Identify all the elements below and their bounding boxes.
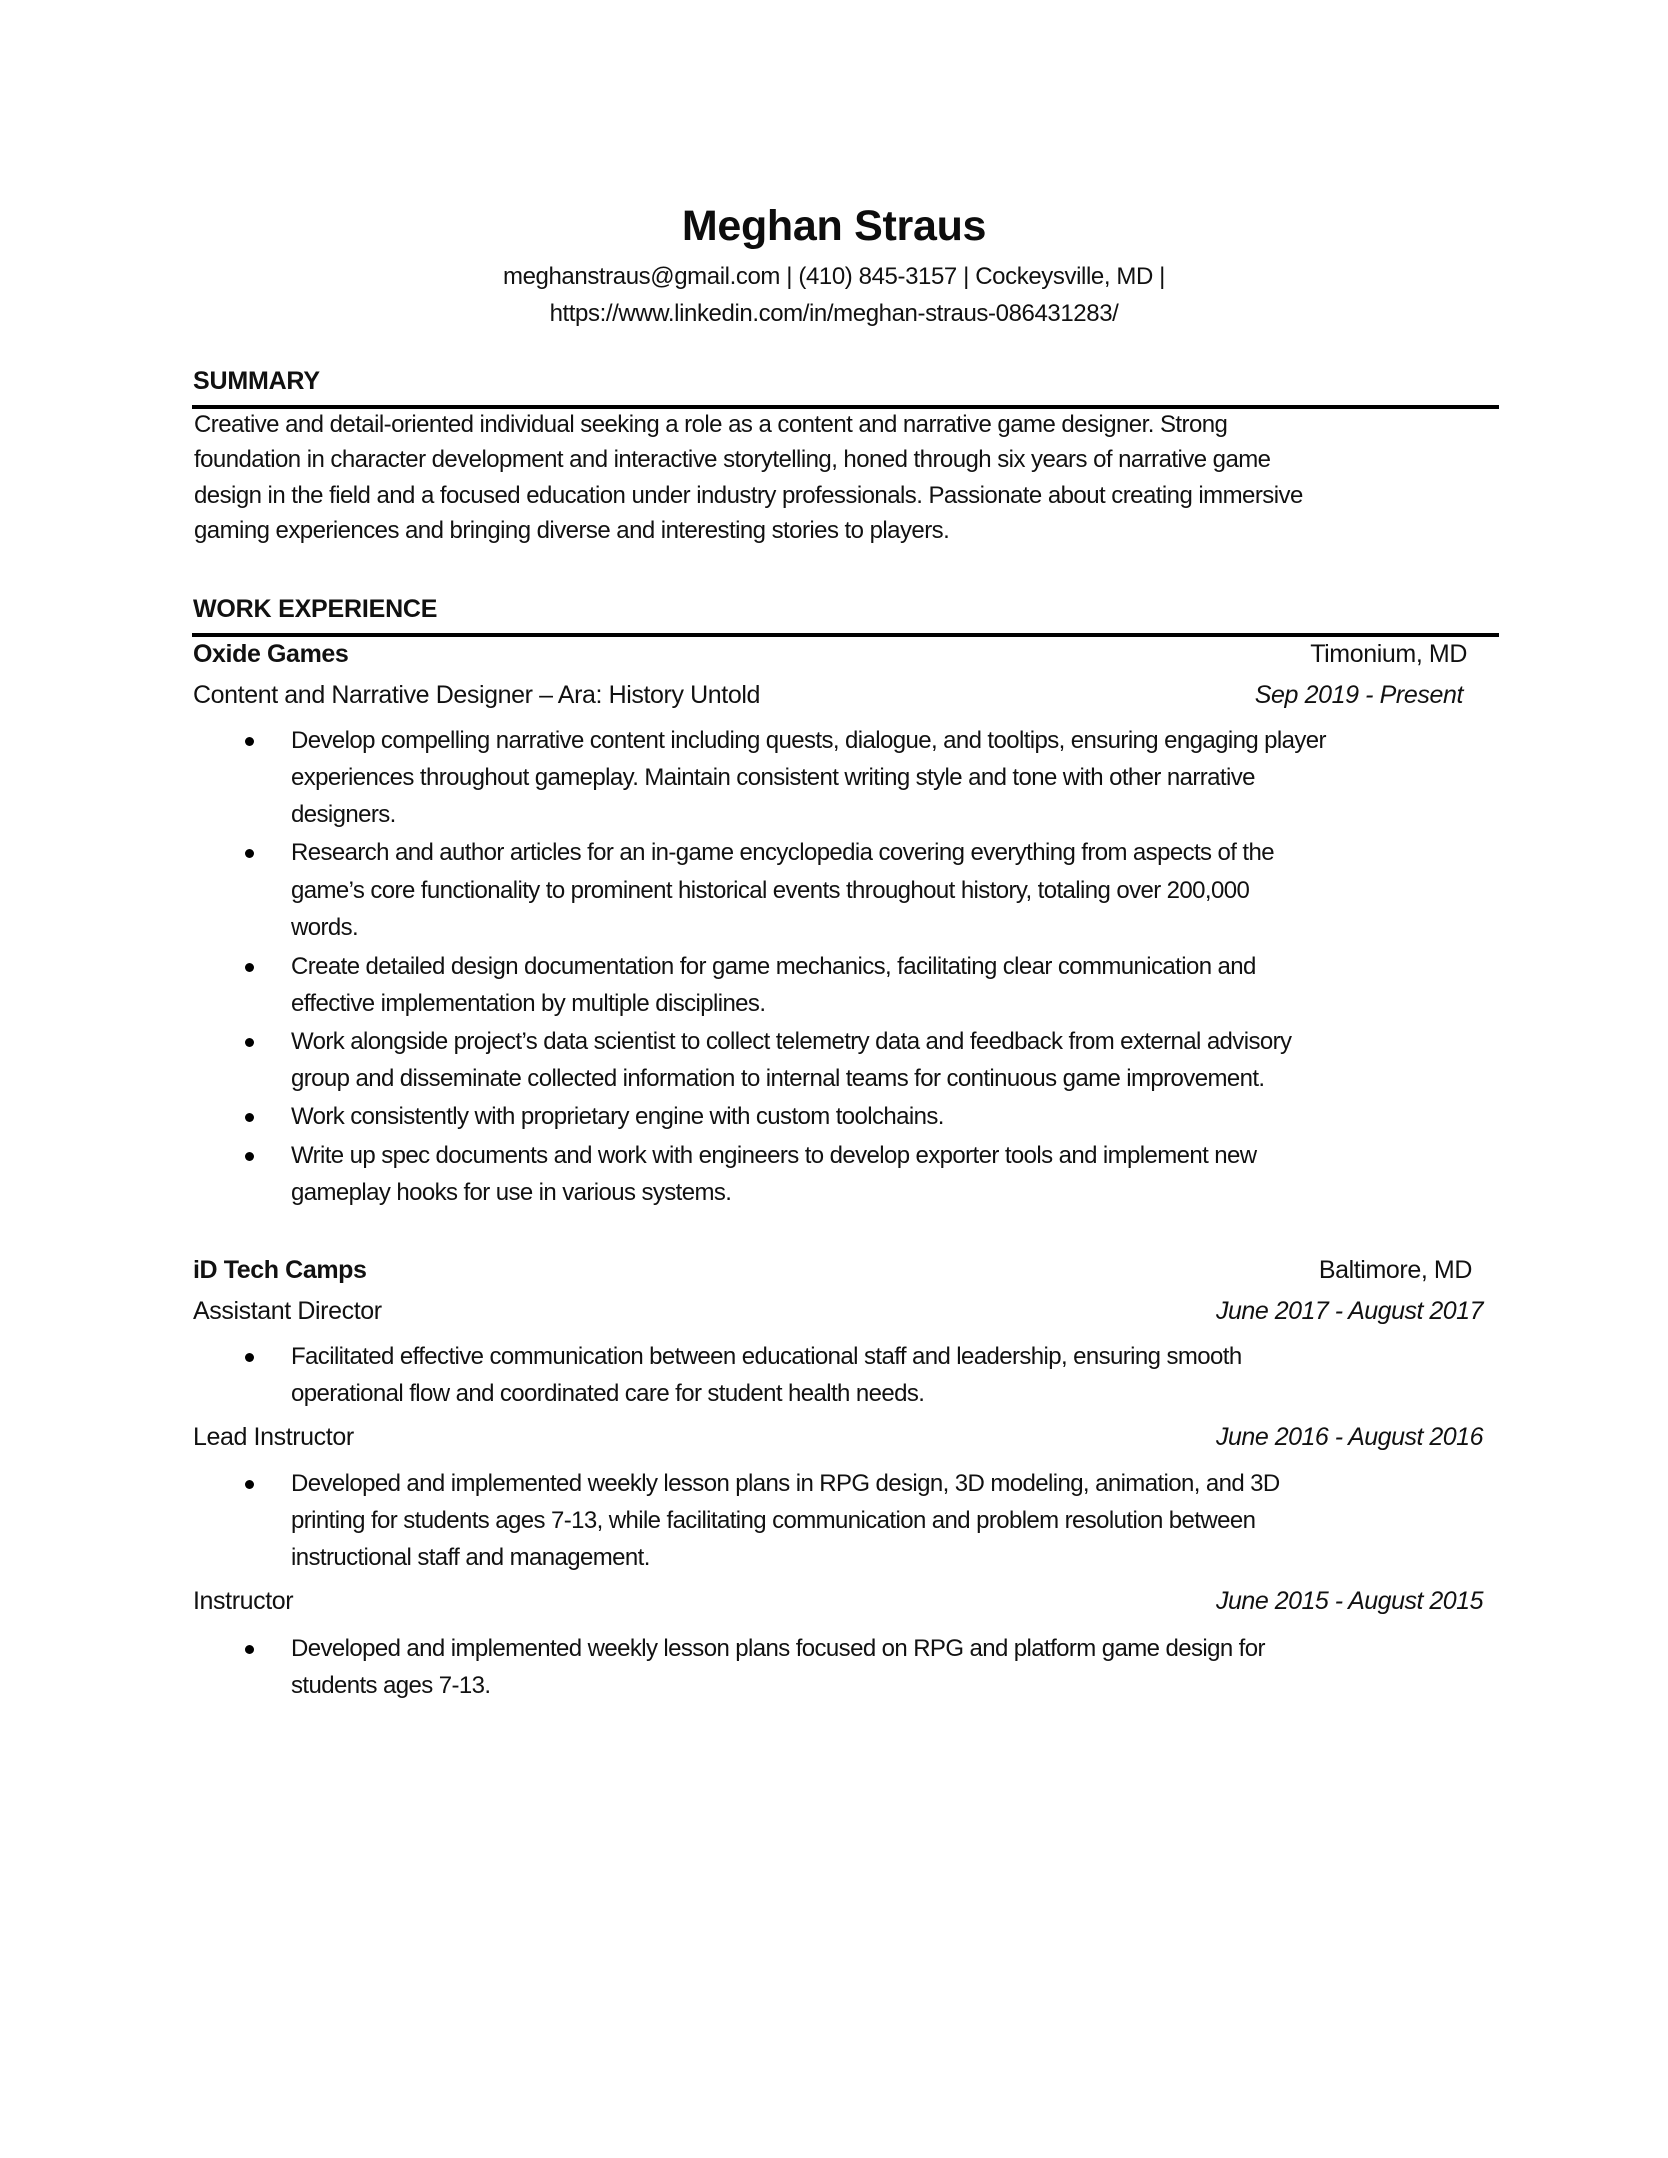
summary-line: foundation in character development and interactive storytelling, honed through six years of narrative game xyxy=(194,446,1271,473)
bullet-text: Work alongside project’s data scientist to collect telemetry data and feedback from external advisory xyxy=(291,1028,1292,1055)
bullet-text: group and disseminate collected information to internal teams for continuous game improvement. xyxy=(291,1065,1265,1092)
bullet-icon xyxy=(245,1038,254,1047)
bullet-text: gameplay hooks for use in various systems. xyxy=(291,1179,732,1206)
bullet-icon xyxy=(245,1480,254,1489)
bullet-text: operational flow and coordinated care for student health needs. xyxy=(291,1380,925,1407)
bullet-text: game’s core functionality to prominent historical events throughout history, totaling over 200,000 xyxy=(291,877,1250,904)
bullet-icon xyxy=(245,1152,254,1161)
bullet-text: Facilitated effective communication between educational staff and leadership, ensuring smooth xyxy=(291,1343,1242,1370)
bullet-text: designers. xyxy=(291,801,396,828)
bullet-icon xyxy=(245,1353,254,1362)
section-heading-work-experience: WORK EXPERIENCE xyxy=(193,595,438,623)
bullet-icon xyxy=(245,737,254,746)
job-title: Lead Instructor xyxy=(193,1423,354,1451)
job-dates: June 2017 - August 2017 xyxy=(1216,1297,1483,1325)
bullet-icon xyxy=(245,1645,254,1654)
bullet-text: Developed and implemented weekly lesson plans focused on RPG and platform game design for xyxy=(291,1635,1265,1662)
job-title: Instructor xyxy=(193,1587,294,1615)
bullet-text: experiences throughout gameplay. Maintain consistent writing style and tone with other narrative xyxy=(291,764,1255,791)
bullet-text: Write up spec documents and work with engineers to develop exporter tools and implement new xyxy=(291,1142,1257,1169)
job-dates: June 2015 - August 2015 xyxy=(1216,1587,1483,1615)
bullet-text: Developed and implemented weekly lesson plans in RPG design, 3D modeling, animation, and 3D xyxy=(291,1470,1280,1497)
bullet-text: Create detailed design documentation for game mechanics, facilitating clear communication and xyxy=(291,953,1256,980)
summary-line: design in the field and a focused education under industry professionals. Passionate about creating immersive xyxy=(194,482,1303,509)
company-location: Baltimore, MD xyxy=(1318,1256,1472,1284)
bullet-text: words. xyxy=(291,914,359,941)
job-dates: Sep 2019 - Present xyxy=(1254,681,1463,709)
linkedin-url: https://www.linkedin.com/in/meghan-straus-086431283/ xyxy=(549,300,1119,327)
bullet-text: Work consistently with proprietary engine with custom toolchains. xyxy=(291,1103,944,1130)
summary-line: gaming experiences and bringing diverse and interesting stories to players. xyxy=(194,517,950,544)
contact-info: meghanstraus@gmail.com | (410) 845-3157 | Cockeysville, MD | xyxy=(502,263,1165,290)
company-location: Timonium, MD xyxy=(1310,640,1467,668)
bullet-icon xyxy=(245,963,254,972)
bullet-text: effective implementation by multiple disciplines. xyxy=(291,990,766,1017)
bullet-icon xyxy=(245,849,254,858)
bullet-icon xyxy=(245,1113,254,1122)
bullet-text: printing for students ages 7-13, while facilitating communication and problem resolution between xyxy=(291,1507,1256,1534)
section-divider xyxy=(192,633,1499,637)
job-title: Content and Narrative Designer – Ara: History Untold xyxy=(193,681,760,709)
company-name: iD Tech Camps xyxy=(193,1256,367,1284)
job-dates: June 2016 - August 2016 xyxy=(1216,1423,1483,1451)
company-name: Oxide Games xyxy=(193,640,349,668)
summary-line: Creative and detail-oriented individual seeking a role as a content and narrative game designer. Strong xyxy=(194,411,1228,438)
bullet-text: Research and author articles for an in-game encyclopedia covering everything from aspects of the xyxy=(291,839,1274,866)
candidate-name: Meghan Straus xyxy=(681,202,987,250)
section-heading-summary: SUMMARY xyxy=(193,367,320,395)
bullet-text: students ages 7-13. xyxy=(291,1672,491,1699)
bullet-text: Develop compelling narrative content including quests, dialogue, and tooltips, ensuring engaging player xyxy=(291,727,1326,754)
job-title: Assistant Director xyxy=(193,1297,382,1325)
bullet-text: instructional staff and management. xyxy=(291,1544,650,1571)
section-divider xyxy=(192,405,1499,409)
